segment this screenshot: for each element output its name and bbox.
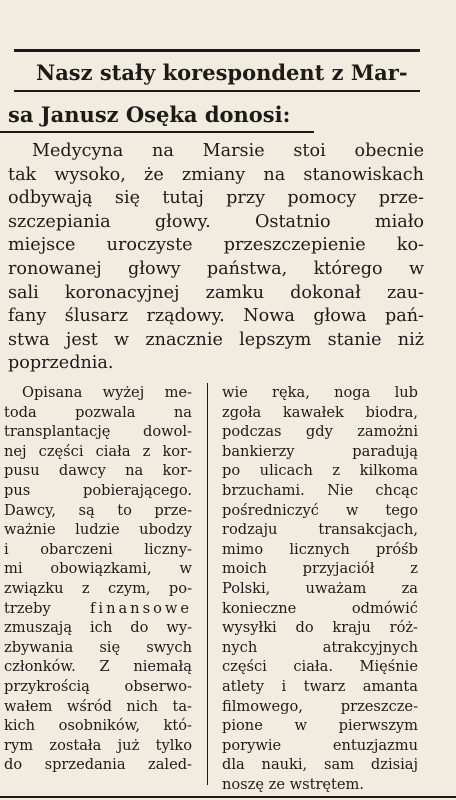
column-line: pusu dawcy na kor- <box>4 462 192 480</box>
lead-line: tak wysoko, że zmiany na stanowiskach <box>8 164 424 185</box>
bottom-rule <box>0 796 456 798</box>
top-rule <box>14 49 420 52</box>
column-line: części ciała. Mięśnie <box>222 658 418 676</box>
column-line: nej części ciała z kor- <box>4 442 192 460</box>
column-separator <box>207 383 208 785</box>
column-line: rodzaju transakcjach, <box>222 521 418 539</box>
column-line: bankierzy paradują <box>222 442 418 460</box>
lead-line: sali koronacyjnej zamku dokonał zau- <box>8 282 424 303</box>
column-line: zgoła kawałek biodra, <box>222 403 418 421</box>
column-line: ważnie ludzie ubodzy <box>4 521 192 539</box>
column-line: związku z czym, po- <box>4 579 192 597</box>
lead-line: fany ślusarz rządowy. Nowa głowa pań- <box>8 306 424 327</box>
column-line: i obarczeni liczny- <box>4 540 192 558</box>
headline-rule-upper <box>14 90 420 92</box>
column-line: mi obowiązkami, w <box>4 560 192 578</box>
lead-line: odbywają się tutaj przy pomocy prze- <box>8 188 424 209</box>
column-line: moich przyjaciół z <box>222 560 418 578</box>
lead-line: Medycyna na Marsie stoi obecnie <box>32 141 424 161</box>
column-line: brzuchami. Nie chcąc <box>222 481 418 499</box>
column-line: po ulicach z kilkoma <box>222 462 418 480</box>
lead-line: ronowanej głowy państwa, którego w <box>8 258 424 279</box>
column-line: filmowego, przeszcze- <box>222 697 418 715</box>
column-line: kich osobników, któ- <box>4 717 192 735</box>
column-line: Dawcy, są to prze- <box>4 501 192 519</box>
body-column-left <box>4 383 192 775</box>
column-line: wysyłki do kraju róż- <box>222 619 418 637</box>
column-line: trzeby finansowe <box>4 599 192 617</box>
column-line: do sprzedania zaled- <box>4 756 192 774</box>
column-line: podczas gdy zamożni <box>222 423 418 441</box>
column-line: mimo licznych próśb <box>222 540 418 558</box>
headline-rule-lower <box>0 131 314 133</box>
column-line: pośredniczyć w tego <box>222 501 418 519</box>
lead-line: szczepiania głowy. Ostatnio miało <box>8 211 424 232</box>
column-line: członków. Z niemałą <box>4 658 192 676</box>
column-line: wałem wśród nich ta- <box>4 697 192 715</box>
column-line: pione w pierwszym <box>222 717 418 735</box>
column-line: Opisana wyżej me- <box>22 384 192 401</box>
column-line: porywie entuzjazmu <box>222 736 418 754</box>
column-line: konieczne odmówić <box>222 599 418 617</box>
lead-line: poprzednia. <box>8 353 114 374</box>
emphasized-word: finansowe <box>90 599 192 617</box>
lead-line: miejsce uroczyste przeszczepienie ko- <box>8 235 424 256</box>
column-line: zbywania się swych <box>4 638 192 656</box>
column-line: rym została już tylko <box>4 736 192 754</box>
column-line: przykrością obserwo- <box>4 677 192 695</box>
headline-line-1: Nasz stały korespondent z Mar- <box>36 60 408 85</box>
column-line: dla nauki, sam dzisiaj <box>222 756 418 774</box>
column-line: Polski, uważam za <box>222 579 418 597</box>
column-line: pus pobierającego. <box>4 481 192 499</box>
column-line: transplantację dowol- <box>4 423 192 441</box>
column-line: toda pozwala na <box>4 403 192 421</box>
body-column-right <box>222 383 418 794</box>
column-line: atlety i twarz amanta <box>222 677 418 695</box>
column-line: zmuszają ich do wy- <box>4 619 192 637</box>
lead-paragraph <box>8 140 424 376</box>
column-line: noszę ze wstrętem. <box>222 775 365 793</box>
column-line: wie ręka, noga lub <box>222 384 418 401</box>
lead-line: stwa jest w znacznie lepszym stanie niż <box>8 329 424 350</box>
column-line: nych atrakcyjnych <box>222 638 418 656</box>
headline-line-2: sa Janusz Osęka donosi: <box>8 102 291 127</box>
